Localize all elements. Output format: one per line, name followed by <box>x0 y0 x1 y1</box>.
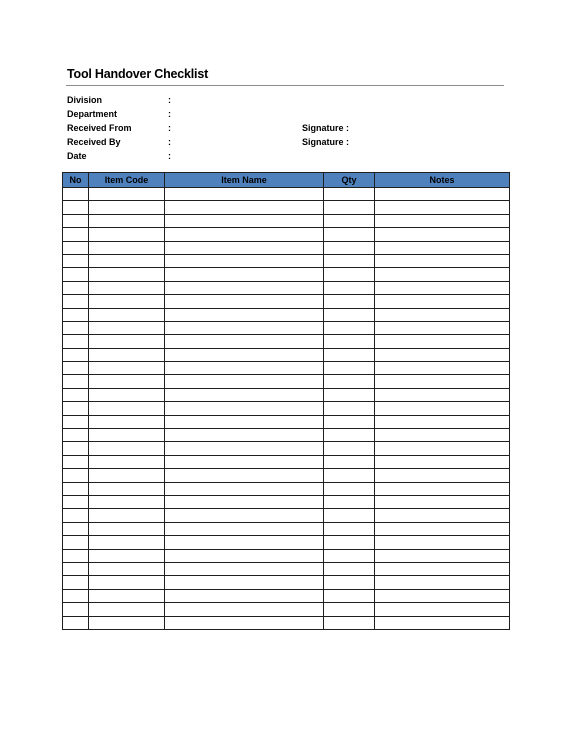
no-cell[interactable] <box>63 321 89 334</box>
item-code-cell[interactable] <box>89 228 165 241</box>
item-name-cell[interactable] <box>165 281 324 294</box>
item-code-cell[interactable] <box>89 469 165 482</box>
received-from-colon: : <box>168 122 171 133</box>
item-name-cell[interactable] <box>165 469 324 482</box>
table-row <box>63 254 510 267</box>
qty-cell[interactable] <box>324 536 375 549</box>
notes-cell[interactable] <box>375 429 510 442</box>
item-name-cell[interactable] <box>165 228 324 241</box>
department-colon: : <box>168 108 171 119</box>
item-code-cell[interactable] <box>89 188 165 201</box>
item-code-cell[interactable] <box>89 509 165 522</box>
qty-cell[interactable] <box>324 562 375 575</box>
qty-cell[interactable] <box>324 188 375 201</box>
no-cell[interactable] <box>63 589 89 602</box>
qty-cell[interactable] <box>324 509 375 522</box>
qty-cell[interactable] <box>324 241 375 254</box>
table-row <box>63 295 510 308</box>
notes-cell[interactable] <box>375 295 510 308</box>
info-row-division <box>67 94 507 108</box>
qty-cell[interactable] <box>324 254 375 267</box>
notes-cell[interactable] <box>375 576 510 589</box>
table-row <box>63 482 510 495</box>
no-cell[interactable] <box>63 348 89 361</box>
qty-cell[interactable] <box>324 442 375 455</box>
qty-cell[interactable] <box>324 549 375 562</box>
item-name-cell[interactable] <box>165 455 324 468</box>
table-body <box>63 188 510 630</box>
item-code-cell[interactable] <box>89 321 165 334</box>
no-cell[interactable] <box>63 228 89 241</box>
notes-cell[interactable] <box>375 536 510 549</box>
item-code-cell[interactable] <box>89 589 165 602</box>
item-name-cell[interactable] <box>165 188 324 201</box>
table-row <box>63 509 510 522</box>
table-row <box>63 188 510 201</box>
item-code-cell[interactable] <box>89 348 165 361</box>
item-name-cell[interactable] <box>165 308 324 321</box>
no-cell[interactable] <box>63 295 89 308</box>
item-name-cell[interactable] <box>165 388 324 401</box>
item-code-cell[interactable] <box>89 388 165 401</box>
notes-cell[interactable] <box>375 375 510 388</box>
item-name-cell[interactable] <box>165 348 324 361</box>
item-name-cell[interactable] <box>165 375 324 388</box>
notes-cell[interactable] <box>375 455 510 468</box>
info-row-date <box>67 150 507 164</box>
info-fields <box>67 94 507 163</box>
item-code-cell[interactable] <box>89 201 165 214</box>
item-code-cell[interactable] <box>89 214 165 227</box>
item-name-cell[interactable] <box>165 509 324 522</box>
qty-cell[interactable] <box>324 362 375 375</box>
notes-cell[interactable] <box>375 388 510 401</box>
table-row <box>63 241 510 254</box>
table-row <box>63 228 510 241</box>
no-cell[interactable] <box>63 375 89 388</box>
qty-cell[interactable] <box>324 268 375 281</box>
table-row <box>63 415 510 428</box>
qty-cell[interactable] <box>324 388 375 401</box>
item-name-cell[interactable] <box>165 603 324 616</box>
received-from-label: Received From <box>67 122 132 133</box>
table-row <box>63 402 510 415</box>
notes-cell[interactable] <box>375 228 510 241</box>
table-row <box>63 335 510 348</box>
qty-cell[interactable] <box>324 589 375 602</box>
table-row <box>63 362 510 375</box>
info-row-department <box>67 108 507 122</box>
notes-cell[interactable] <box>375 616 510 629</box>
table-row <box>63 589 510 602</box>
column-header-no: No <box>63 173 89 188</box>
qty-cell[interactable] <box>324 429 375 442</box>
qty-cell[interactable] <box>324 375 375 388</box>
item-code-cell[interactable] <box>89 308 165 321</box>
qty-cell[interactable] <box>324 321 375 334</box>
table-row <box>63 455 510 468</box>
notes-cell[interactable] <box>375 522 510 535</box>
received-by-signature-label: Signature : <box>302 136 350 147</box>
item-code-cell[interactable] <box>89 281 165 294</box>
notes-cell[interactable] <box>375 268 510 281</box>
no-cell[interactable] <box>63 562 89 575</box>
item-name-cell[interactable] <box>165 254 324 267</box>
item-code-cell[interactable] <box>89 429 165 442</box>
notes-cell[interactable] <box>375 188 510 201</box>
no-cell[interactable] <box>63 495 89 508</box>
no-cell[interactable] <box>63 482 89 495</box>
qty-cell[interactable] <box>324 228 375 241</box>
department-label: Department <box>67 108 118 119</box>
table-header-row <box>63 173 510 188</box>
checklist-table <box>62 172 510 630</box>
no-cell[interactable] <box>63 241 89 254</box>
no-cell[interactable] <box>63 549 89 562</box>
division-label: Division <box>67 95 103 105</box>
info-row-received-from <box>67 122 507 136</box>
no-cell[interactable] <box>63 429 89 442</box>
notes-cell[interactable] <box>375 509 510 522</box>
qty-cell[interactable] <box>324 348 375 361</box>
item-code-cell[interactable] <box>89 335 165 348</box>
table-row <box>63 201 510 214</box>
info-row-received-by <box>67 136 507 150</box>
qty-cell[interactable] <box>324 402 375 415</box>
item-name-cell[interactable] <box>165 415 324 428</box>
notes-cell[interactable] <box>375 562 510 575</box>
table-row <box>63 549 510 562</box>
item-code-cell[interactable] <box>89 375 165 388</box>
item-name-cell[interactable] <box>165 214 324 227</box>
no-cell[interactable] <box>63 576 89 589</box>
table-row <box>63 562 510 575</box>
table-row <box>63 469 510 482</box>
qty-cell[interactable] <box>324 335 375 348</box>
table-row <box>63 321 510 334</box>
table-row <box>63 495 510 508</box>
item-code-cell[interactable] <box>89 268 165 281</box>
table-row <box>63 576 510 589</box>
table-row <box>63 442 510 455</box>
notes-cell[interactable] <box>375 201 510 214</box>
table-row <box>63 214 510 227</box>
notes-cell[interactable] <box>375 241 510 254</box>
no-cell[interactable] <box>63 415 89 428</box>
notes-cell[interactable] <box>375 348 510 361</box>
item-name-cell[interactable] <box>165 536 324 549</box>
item-code-cell[interactable] <box>89 603 165 616</box>
received-by-colon: : <box>168 136 171 147</box>
no-cell[interactable] <box>63 188 89 201</box>
notes-cell[interactable] <box>375 415 510 428</box>
qty-cell[interactable] <box>324 308 375 321</box>
no-cell[interactable] <box>63 254 89 267</box>
qty-cell[interactable] <box>324 415 375 428</box>
qty-cell[interactable] <box>324 576 375 589</box>
table-row <box>63 268 510 281</box>
table-row <box>63 348 510 361</box>
item-code-cell[interactable] <box>89 495 165 508</box>
qty-cell[interactable] <box>324 214 375 227</box>
notes-cell[interactable] <box>375 482 510 495</box>
no-cell[interactable] <box>63 281 89 294</box>
no-cell[interactable] <box>63 201 89 214</box>
table-row <box>63 603 510 616</box>
notes-cell[interactable] <box>375 469 510 482</box>
no-cell[interactable] <box>63 509 89 522</box>
item-name-cell[interactable] <box>165 562 324 575</box>
qty-cell[interactable] <box>324 455 375 468</box>
notes-cell[interactable] <box>375 214 510 227</box>
notes-cell[interactable] <box>375 402 510 415</box>
item-code-cell[interactable] <box>89 576 165 589</box>
item-code-cell[interactable] <box>89 455 165 468</box>
qty-cell[interactable] <box>324 482 375 495</box>
received-by-label: Received By <box>67 136 121 147</box>
item-name-cell[interactable] <box>165 295 324 308</box>
no-cell[interactable] <box>63 214 89 227</box>
item-name-cell[interactable] <box>165 241 324 254</box>
no-cell[interactable] <box>63 308 89 321</box>
qty-cell[interactable] <box>324 295 375 308</box>
item-name-cell[interactable] <box>165 442 324 455</box>
table-row <box>63 522 510 535</box>
no-cell[interactable] <box>63 522 89 535</box>
qty-cell[interactable] <box>324 201 375 214</box>
item-name-cell[interactable] <box>165 201 324 214</box>
notes-cell[interactable] <box>375 308 510 321</box>
no-cell[interactable] <box>63 603 89 616</box>
notes-cell[interactable] <box>375 589 510 602</box>
item-name-cell[interactable] <box>165 589 324 602</box>
table-row <box>63 429 510 442</box>
item-name-cell[interactable] <box>165 576 324 589</box>
notes-cell[interactable] <box>375 495 510 508</box>
item-name-cell[interactable] <box>165 616 324 629</box>
notes-cell[interactable] <box>375 321 510 334</box>
notes-cell[interactable] <box>375 335 510 348</box>
item-name-cell[interactable] <box>165 268 324 281</box>
notes-cell[interactable] <box>375 362 510 375</box>
table-row <box>63 616 510 629</box>
table-row <box>63 308 510 321</box>
no-cell[interactable] <box>63 402 89 415</box>
date-label: Date <box>67 150 87 161</box>
title-divider <box>66 85 504 86</box>
notes-cell[interactable] <box>375 603 510 616</box>
column-header-notes: Notes <box>375 173 510 188</box>
item-code-cell[interactable] <box>89 522 165 535</box>
qty-cell[interactable] <box>324 616 375 629</box>
table-row <box>63 375 510 388</box>
table-row <box>63 388 510 401</box>
item-name-cell[interactable] <box>165 335 324 348</box>
item-code-cell[interactable] <box>89 295 165 308</box>
item-code-cell[interactable] <box>89 402 165 415</box>
no-cell[interactable] <box>63 268 89 281</box>
qty-cell[interactable] <box>324 281 375 294</box>
column-header-item-name: Item Name <box>165 173 324 188</box>
qty-cell[interactable] <box>324 469 375 482</box>
no-cell[interactable] <box>63 362 89 375</box>
item-code-cell[interactable] <box>89 254 165 267</box>
item-code-cell[interactable] <box>89 415 165 428</box>
notes-cell[interactable] <box>375 442 510 455</box>
received-from-signature-label: Signature : <box>302 122 350 133</box>
no-cell[interactable] <box>63 616 89 629</box>
document-title: Tool Handover Checklist <box>67 67 209 81</box>
item-code-cell[interactable] <box>89 536 165 549</box>
item-name-cell[interactable] <box>165 429 324 442</box>
item-code-cell[interactable] <box>89 562 165 575</box>
item-name-cell[interactable] <box>165 549 324 562</box>
item-code-cell[interactable] <box>89 362 165 375</box>
item-code-cell[interactable] <box>89 482 165 495</box>
notes-cell[interactable] <box>375 549 510 562</box>
item-code-cell[interactable] <box>89 442 165 455</box>
division-colon: : <box>168 95 171 105</box>
item-code-cell[interactable] <box>89 549 165 562</box>
qty-cell[interactable] <box>324 495 375 508</box>
item-code-cell[interactable] <box>89 616 165 629</box>
table-row <box>63 536 510 549</box>
no-cell[interactable] <box>63 536 89 549</box>
table-row <box>63 281 510 294</box>
item-name-cell[interactable] <box>165 495 324 508</box>
item-name-cell[interactable] <box>165 482 324 495</box>
no-cell[interactable] <box>63 442 89 455</box>
no-cell[interactable] <box>63 335 89 348</box>
notes-cell[interactable] <box>375 281 510 294</box>
column-header-qty: Qty <box>324 173 375 188</box>
item-code-cell[interactable] <box>89 241 165 254</box>
no-cell[interactable] <box>63 469 89 482</box>
column-header-item-code: Item Code <box>89 173 165 188</box>
no-cell[interactable] <box>63 388 89 401</box>
qty-cell[interactable] <box>324 522 375 535</box>
date-colon: : <box>168 150 171 161</box>
no-cell[interactable] <box>63 455 89 468</box>
item-name-cell[interactable] <box>165 522 324 535</box>
item-name-cell[interactable] <box>165 321 324 334</box>
item-name-cell[interactable] <box>165 402 324 415</box>
qty-cell[interactable] <box>324 603 375 616</box>
notes-cell[interactable] <box>375 254 510 267</box>
item-name-cell[interactable] <box>165 362 324 375</box>
